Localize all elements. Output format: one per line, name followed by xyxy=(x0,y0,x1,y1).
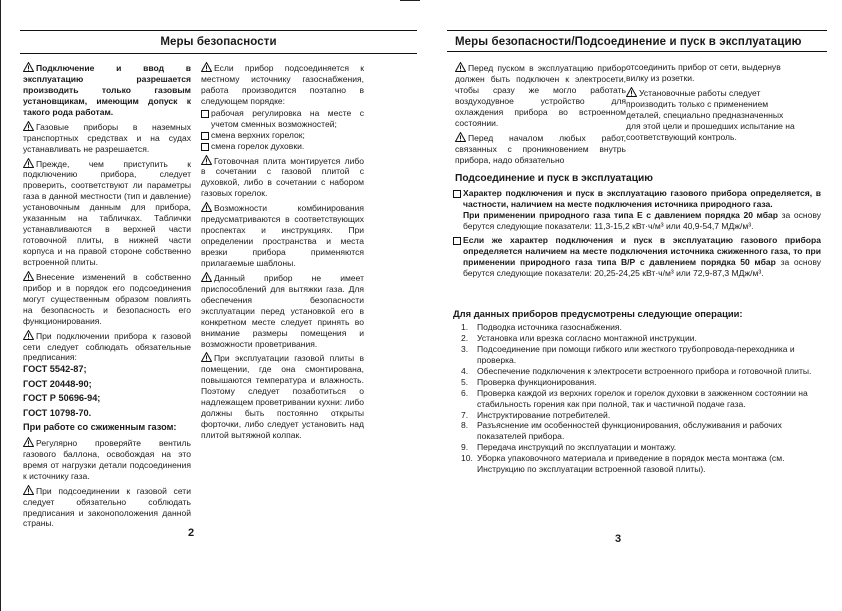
operation-number: 3. xyxy=(461,343,469,354)
warning-triangle-icon xyxy=(201,62,212,72)
paragraph-modifications: Внесение изменений в собственно прибор и в порядок его подсоединения могут существенным образом повлиять на безопасность и безопасность его функционирования. xyxy=(23,271,191,326)
operation-number: 4. xyxy=(461,365,469,376)
right-page-header: Меры безопасности/Подсоединение и пуск в эксплуатацию xyxy=(447,30,827,52)
warning-triangle-icon xyxy=(23,271,34,281)
paragraph-regulations: При подключении прибора к газовой сети следует соблюдать обязательные предписания: xyxy=(23,330,191,363)
warning-triangle-icon xyxy=(23,485,34,495)
operation-text: Уборка упаковочного материала и приведение в порядок места монтажа (см. Инструкцию по эксплуатации встроенной газовой плиты). xyxy=(477,453,785,475)
checklist-item: рабочая регулировка на месте с учетом сменных возможностей; xyxy=(201,108,364,130)
operation-item xyxy=(461,322,821,333)
paragraph-combination: Возможности комбинирования предусматриваются в соответствующих проспектах и инструкциях. При определении пространства и места врезки прибора применяются прилагаемые шаблоны. xyxy=(201,203,364,268)
warning-triangle-icon xyxy=(23,437,34,447)
operation-text: Обеспечение подключения к электросети встроенного прибора и готовочной плиты. xyxy=(477,365,812,376)
gost-item: ГОСТ 5542-87; xyxy=(23,364,87,375)
warning-triangle-icon xyxy=(455,62,466,72)
operation-number: 7. xyxy=(461,409,469,420)
warning-triangle-icon xyxy=(23,158,34,168)
left-column-1 xyxy=(23,62,191,532)
liquefied-gas-subheading: При работе со сжиженным газом: xyxy=(23,422,177,433)
warning-triangle-icon xyxy=(23,330,34,340)
operation-item xyxy=(461,420,821,442)
paragraph-room-ventilation: При эксплуатации газовой плиты в помещении, где она смонтирована, повышаются температура и влажность. Поэтому следует позаботиться о надлежащем проветривании кухни: либо должны быть постоянно открыты форточки, либо следует установить над плитой вытяжной колпак. xyxy=(201,353,364,440)
warning-triangle-icon xyxy=(626,87,637,97)
operation-item xyxy=(461,366,821,377)
left-binding-line xyxy=(0,0,1,611)
checkbox-icon xyxy=(201,143,209,151)
operation-number: 5. xyxy=(461,376,469,387)
paragraph-before-work: Перед началом любых работ, связанных с проникновением внутрь прибора, надо обязательно xyxy=(455,132,626,165)
operation-text: Проверка каждой из верхних горелок и горелок духовки в зажженном состоянии на стабильность горения как при полной, так и частичной подаче газа. xyxy=(477,387,808,409)
right-column-2 xyxy=(626,62,798,146)
paragraph-installation-permit: Подключение и ввод в эксплуатацию разрешается производить только газовым установщикам, имеющим допуск к такого рода работам. xyxy=(23,63,191,117)
checkbox-icon xyxy=(453,190,461,198)
paragraph-electric-connection: Перед пуском в эксплуатацию прибор должен быть подключен к электросети, чтобы сразу же могло работать воздуходувное устройство для охлаждения прибора во встроенном состоянии. xyxy=(455,63,626,128)
operation-number: 10. xyxy=(461,453,473,464)
paragraph-disconnect: отсоединить прибор от сети, выдернув вилку из розетки. xyxy=(626,62,781,83)
paragraph-gas-parameters: Прежде, чем приступить к подключению прибора, следует проверить, соответствуют ли параметры газа в данной местности (тип и давление) установочным данным для прибора, указанным на табличках. Таблички устанавливаются в верхней части готовочной плиты, в нижней части корпуса и на правой стороне собственно встроенной плиты. xyxy=(23,158,191,267)
warning-triangle-icon xyxy=(201,155,212,165)
operation-text: Подводка источника газоснабжения. xyxy=(477,322,622,332)
operation-item xyxy=(461,377,821,388)
paragraph-special-parts: Установочные работы следует производить только с применением деталей, специально предназначенных для этой цели и прошедших испытание на соответствующий контроль. xyxy=(626,87,795,142)
operation-number: 6. xyxy=(461,387,469,398)
operation-number: 9. xyxy=(461,442,469,453)
operation-item xyxy=(461,388,821,410)
liquefied-gas-item: Если же характер подключения и пуск в эксплуатацию газового прибора определяется наличием на месте подключения источника сжиженного газа, то при применении природного газа типа В/Р с давлением порядка 50 мбар за основу берутся следующие показатели: 20,25-24,25 кВт·ч/м³ или 72,9-87,3 МДж/м³. xyxy=(453,235,821,279)
checkbox-icon xyxy=(453,237,461,245)
operation-text: Передача инструкций по эксплуатации и монтажу. xyxy=(477,442,677,453)
paragraph-cylinder-valve: Регулярно проверяйте вентиль газового баллона, освобождая на это время от нагрузки детали подсоединения к источнику газа. xyxy=(23,437,191,481)
gost-item: ГОСТ Р 50696-94; xyxy=(23,393,101,404)
left-page-header: Меры безопасности xyxy=(20,30,417,54)
gost-item: ГОСТ 10798-70. xyxy=(23,407,92,418)
operation-text: Инструктирование потребителей. xyxy=(477,409,611,420)
operation-item xyxy=(461,442,821,453)
operation-text: Установка или врезка согласно монтажной инструкции. xyxy=(477,332,697,343)
operation-item xyxy=(461,344,821,366)
operation-text: Подсоединение при помощи гибкого или жесткого трубопровода-переходника и проверка. xyxy=(477,343,795,365)
checklist-item: смена горелок духовки. xyxy=(201,141,364,152)
right-page xyxy=(421,0,842,611)
paragraph-vehicles: Газовые приборы в наземных транспортных средствах и на судах устанавливать не разрешается. xyxy=(23,121,191,154)
warning-triangle-icon xyxy=(201,272,212,282)
warning-triangle-icon xyxy=(201,202,212,212)
operation-item xyxy=(461,333,821,344)
operation-item xyxy=(461,410,821,421)
paragraph-local-source: Если прибор подсоединяется к местному источнику газоснабжения, работа производится поэтапно в следующем порядке: xyxy=(201,63,364,106)
operation-number: 8. xyxy=(461,420,469,431)
gost-item: ГОСТ 20448-90; xyxy=(23,378,92,389)
page-number: 3 xyxy=(615,533,622,545)
paragraph-mounting: Готовочная плита монтируется либо в сочетании с газовой плитой с духовкой, либо в сочетании с набором газовых горелок. xyxy=(201,155,364,199)
operations-list xyxy=(461,322,821,475)
page-number: 2 xyxy=(188,527,195,539)
warning-triangle-icon xyxy=(455,132,466,142)
operation-text: Проверка функционирования. xyxy=(477,376,597,387)
section-title: Подсоединение и пуск в эксплуатацию xyxy=(455,173,653,184)
operations-title: Для данных приборов предусмотрены следующие операции: xyxy=(453,308,743,319)
warning-triangle-icon xyxy=(23,121,34,131)
operation-number: 1. xyxy=(461,322,469,332)
checkbox-icon xyxy=(201,110,209,118)
left-column-2 xyxy=(201,62,364,444)
checklist-item: смена верхних горелок; xyxy=(201,130,364,141)
checkbox-icon xyxy=(201,132,209,140)
operation-item xyxy=(461,453,821,475)
operation-text: Разъяснение им особенностей функционирования, обслуживания и рабочих показателей прибора. xyxy=(477,420,782,442)
right-column-1 xyxy=(455,62,626,168)
operation-number: 2. xyxy=(461,332,469,343)
paragraph-country-regulations: При подсоединении к газовой сети следует обязательно соблюдать предписания и законоположения данной страны. xyxy=(23,485,191,529)
warning-triangle-icon xyxy=(201,352,212,362)
paragraph-ventilation-device: Данный прибор не имеет приспособлений для вытяжки газа. Для обеспечения безопасности эксплуатации перед установкой его в конкретном месте следует принять во внимание размеры помещения и возможности проветривания. xyxy=(201,272,364,349)
connection-requirements xyxy=(453,188,821,282)
natural-gas-item: Характер подключения и пуск в эксплуатацию газового прибора определяется, в частности, наличием на месте подключения источника природного газа. При применении природного газа типа Е с давлением порядка 20 мбар за основу берутся следующие показатели: 11,3-15,2 кВт·ч/м³ или 40,9-54,7 МДж/м³. xyxy=(453,188,821,232)
warning-triangle-icon xyxy=(23,62,34,72)
